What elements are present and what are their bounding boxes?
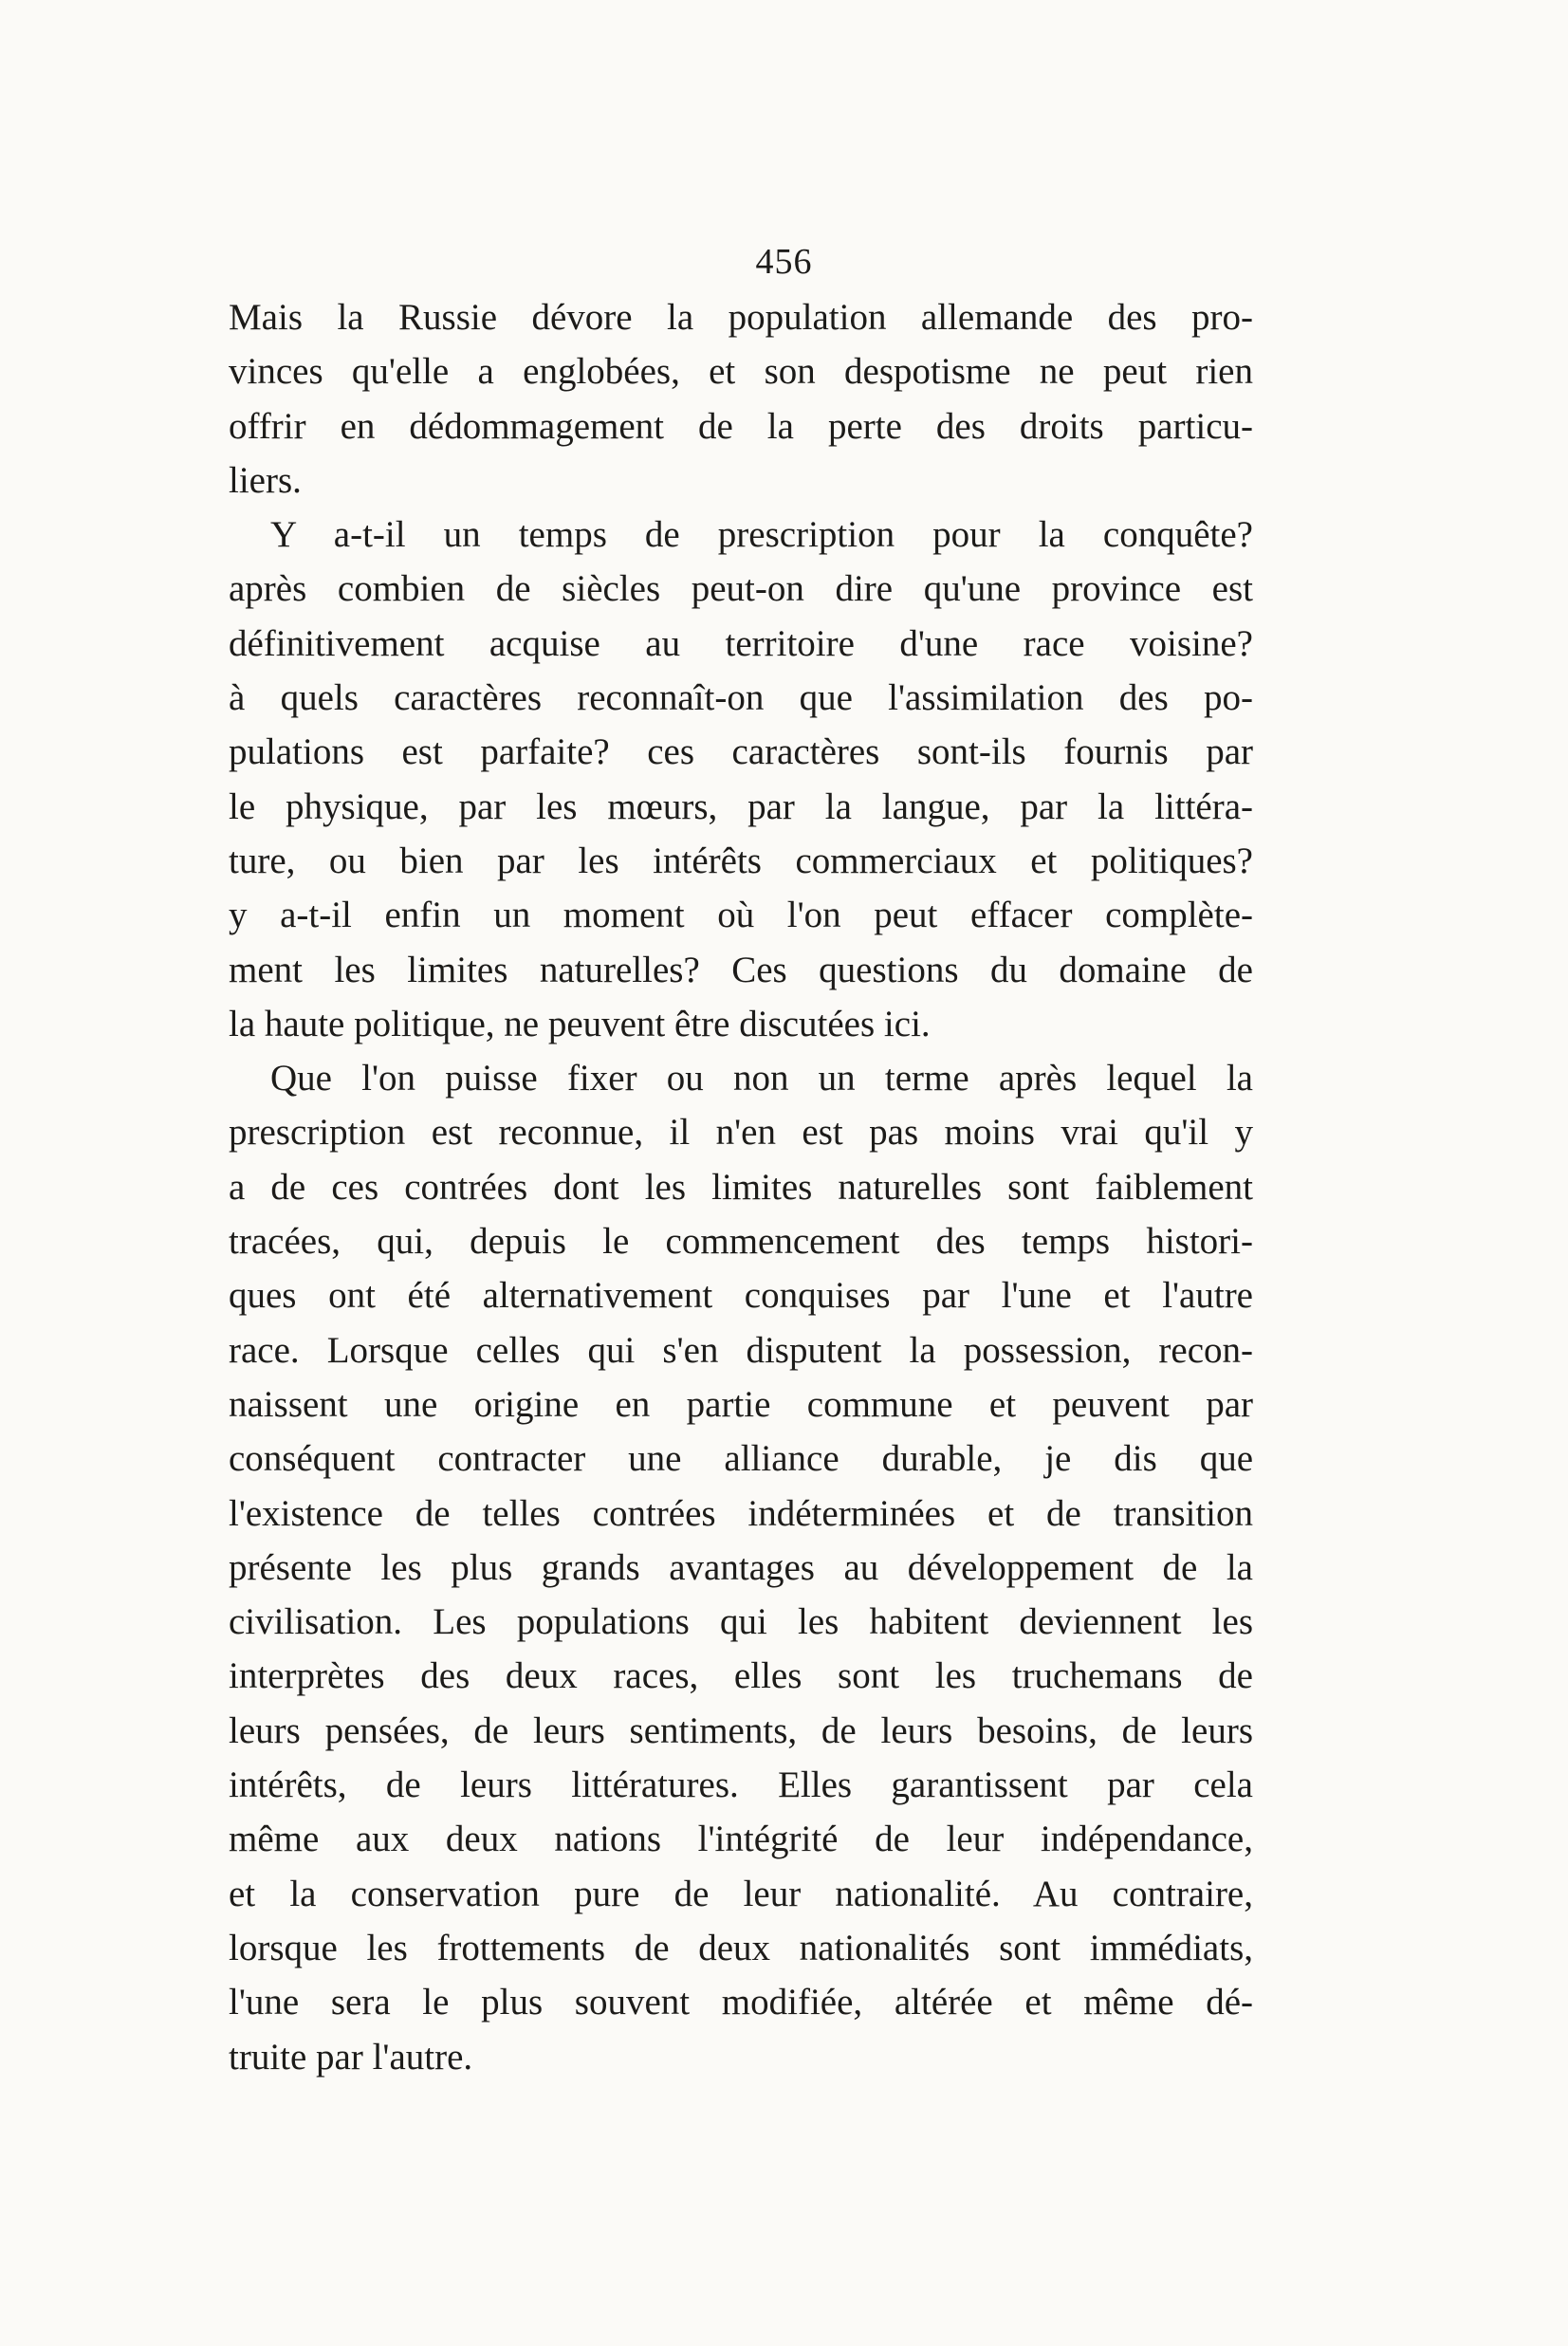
text-line: ques ont été alternativement conquises par l'une et l'autre [229, 1275, 1253, 1317]
text-line: lorsque les frottements de deux nationalités sont immédiats, [229, 1927, 1253, 1968]
text-line: conséquent contracter une alliance durable, je dis que [229, 1438, 1253, 1480]
text-line: tracées, qui, depuis le commencement des temps histori- [229, 1221, 1253, 1263]
text-line: y a-t-il enfin un moment où l'on peut effacer complète- [229, 895, 1253, 936]
text-line: civilisation. Les populations qui les habitent deviennent les [229, 1601, 1253, 1643]
text-line: prescription est reconnue, il n'en est pas moins vrai qu'il y [229, 1112, 1253, 1154]
text-line: race. Lorsque celles qui s'en disputent la possession, recon- [229, 1329, 1253, 1371]
text-line: truite par l'autre. [229, 2036, 473, 2078]
paragraph-3 [229, 1051, 1253, 2084]
text-line: offrir en dédommagement de la perte des droits particu- [229, 405, 1253, 447]
text-line: l'existence de telles contrées indéterminées et de transition [229, 1492, 1253, 1534]
text-line: à quels caractères reconnaît-on que l'assimilation des po- [229, 677, 1253, 719]
paragraph-1 [229, 290, 1253, 508]
text-line: et la conservation pure de leur nationalité. Au contraire, [229, 1873, 1253, 1914]
paragraph-2 [229, 508, 1253, 1051]
text-line: Mais la Russie dévore la population allemande des pro- [229, 297, 1253, 338]
text-line: naissent une origine en partie commune et peuvent par [229, 1383, 1253, 1425]
text-line: leurs pensées, de leurs sentiments, de leurs besoins, de leurs [229, 1709, 1253, 1751]
text-line: le physique, par les mœurs, par la langue, par la littéra- [229, 785, 1253, 827]
text-line: présente les plus grands avantages au développement de la [229, 1546, 1253, 1588]
text-line: interprètes des deux races, elles sont les truchemans de [229, 1655, 1253, 1697]
text-line: ment les limites naturelles? Ces questions du domaine de [229, 949, 1253, 990]
text-line: a de ces contrées dont les limites naturelles sont faiblement [229, 1166, 1253, 1208]
text-line: la haute politique, ne peuvent être discutées ici. [229, 1003, 931, 1044]
text-line: Que l'on puisse fixer ou non un terme après lequel la [270, 1058, 1253, 1099]
text-line: intérêts, de leurs littératures. Elles garantissent par cela [229, 1764, 1253, 1806]
text-line: ture, ou bien par les intérêts commerciaux et politiques? [229, 840, 1253, 881]
body-text [229, 290, 1253, 2084]
text-line: pulations est parfaite? ces caractères sont-ils fournis par [229, 731, 1253, 773]
text-line: liers. [229, 459, 302, 501]
text-line: vinces qu'elle a englobées, et son despotisme ne peut rien [229, 351, 1253, 393]
page-number: 456 [755, 242, 813, 282]
text-line: définitivement acquise au territoire d'une race voisine? [229, 622, 1253, 664]
text-line: l'une sera le plus souvent modifiée, altérée et même dé- [229, 1982, 1253, 2023]
text-line: même aux deux nations l'intégrité de leur indépendance, [229, 1819, 1253, 1860]
text-line: après combien de siècles peut-on dire qu'une province est [229, 568, 1253, 610]
text-line: Y a-t-il un temps de prescription pour la conquête? [270, 514, 1253, 556]
